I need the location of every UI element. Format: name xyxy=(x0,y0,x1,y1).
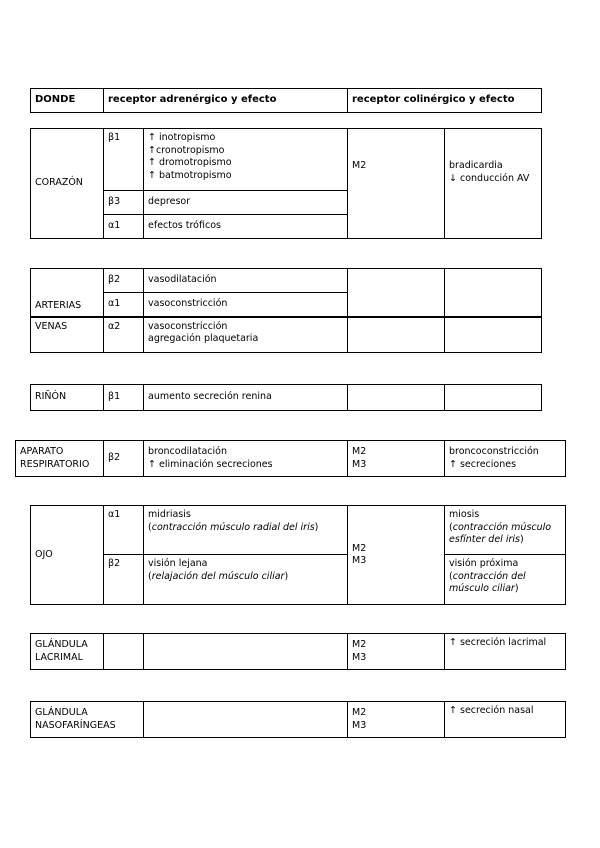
header-colinergico: receptor colinérgico y efecto xyxy=(348,89,542,113)
corazon-organ: CORAZÓN xyxy=(31,129,104,239)
arterias-col-effect xyxy=(445,269,542,317)
corazon-alpha1-effect: efectos tróficos xyxy=(144,215,348,239)
corazon-beta3-effect: depresor xyxy=(144,191,348,215)
nasal-table xyxy=(30,701,566,738)
rinon-receptor: β1 xyxy=(104,385,144,411)
corazon-table xyxy=(30,128,542,239)
corazon-col-receptor: M2 xyxy=(348,129,445,239)
arterias-col-receptor xyxy=(348,269,445,317)
rinon-effect: aumento secreción renina xyxy=(144,385,348,411)
ojo-col-receptors: M2 M3 xyxy=(348,506,445,605)
ojo-col-detail2: contracción del músculo ciliar xyxy=(449,570,526,594)
header-adrenergico: receptor adrenérgico y efecto xyxy=(104,89,348,113)
venas-organ: VENAS xyxy=(31,317,104,353)
ojo-col-effect2: visión próxima (contracción del músculo ciliar) xyxy=(445,555,566,605)
nasal-effect xyxy=(144,702,348,738)
venas-alpha2: α2 xyxy=(104,317,144,353)
respiratorio-col-effects: broncoconstricción ↑ secreciones xyxy=(445,441,566,477)
ojo-beta2: β2 xyxy=(104,555,144,605)
arterias-organ: ARTERIAS xyxy=(31,269,104,317)
respiratorio-effects: broncodilatación ↑ eliminación secreciones xyxy=(144,441,348,477)
lacrimal-col-receptors: M2 M3 xyxy=(348,634,445,670)
rinon-table xyxy=(30,384,542,411)
corazon-alpha1: α1 xyxy=(104,215,144,239)
rinon-organ: RIÑÓN xyxy=(31,385,104,411)
ojo-table xyxy=(30,505,566,605)
lacrimal-receptor xyxy=(104,634,144,670)
header-table xyxy=(30,88,542,113)
arterias-venas-table xyxy=(30,268,542,353)
ojo-beta2-detail: relajación del músculo ciliar xyxy=(151,570,285,582)
rinon-col-effect xyxy=(445,385,542,411)
ojo-beta2-effect: visión lejana (relajación del músculo ciliar) xyxy=(144,555,348,605)
rinon-col-receptor xyxy=(348,385,445,411)
ojo-organ: OJO xyxy=(31,506,104,605)
venas-col-receptor xyxy=(348,317,445,353)
ojo-alpha1-detail: contracción músculo radial del iris xyxy=(151,521,315,533)
corazon-beta1-effects: ↑ inotropismo ↑cronotropismo ↑ dromotropismo ↑ batmotropismo xyxy=(144,129,348,191)
respiratorio-table xyxy=(15,440,566,477)
corazon-beta1: β1 xyxy=(104,129,144,191)
ojo-alpha1: α1 xyxy=(104,506,144,555)
ojo-alpha1-effect: midriasis (contracción músculo radial del iris) xyxy=(144,506,348,555)
venas-col-effect xyxy=(445,317,542,353)
venas-alpha2-effects: vasoconstricción agregación plaquetaria xyxy=(144,317,348,353)
lacrimal-effect xyxy=(144,634,348,670)
ojo-col-effect1: miosis (contracción músculo esfínter del iris) xyxy=(445,506,566,555)
nasal-organ: GLÁNDULA NASOFARÍNGEAS xyxy=(31,702,144,738)
lacrimal-col-effect: ↑ secreción lacrimal xyxy=(445,634,566,670)
header-donde: DONDE xyxy=(31,89,104,113)
respiratorio-receptor: β2 xyxy=(104,441,144,477)
corazon-beta3: β3 xyxy=(104,191,144,215)
lacrimal-organ: GLÁNDULA LACRIMAL xyxy=(31,634,104,670)
respiratorio-col-receptors: M2 M3 xyxy=(348,441,445,477)
arterias-alpha1-effect: vasoconstricción xyxy=(144,293,348,317)
respiratorio-organ: APARATO RESPIRATORIO xyxy=(16,441,104,477)
arterias-alpha1: α1 xyxy=(104,293,144,317)
nasal-col-receptors: M2 M3 xyxy=(348,702,445,738)
corazon-col-effects: bradicardia ↓ conducción AV xyxy=(445,129,542,239)
nasal-col-effect: ↑ secreción nasal xyxy=(445,702,566,738)
arterias-beta2-effect: vasodilatación xyxy=(144,269,348,293)
lacrimal-table xyxy=(30,633,566,670)
arterias-beta2: β2 xyxy=(104,269,144,293)
ojo-col-detail1: contracción músculo esfínter del iris xyxy=(449,521,552,545)
